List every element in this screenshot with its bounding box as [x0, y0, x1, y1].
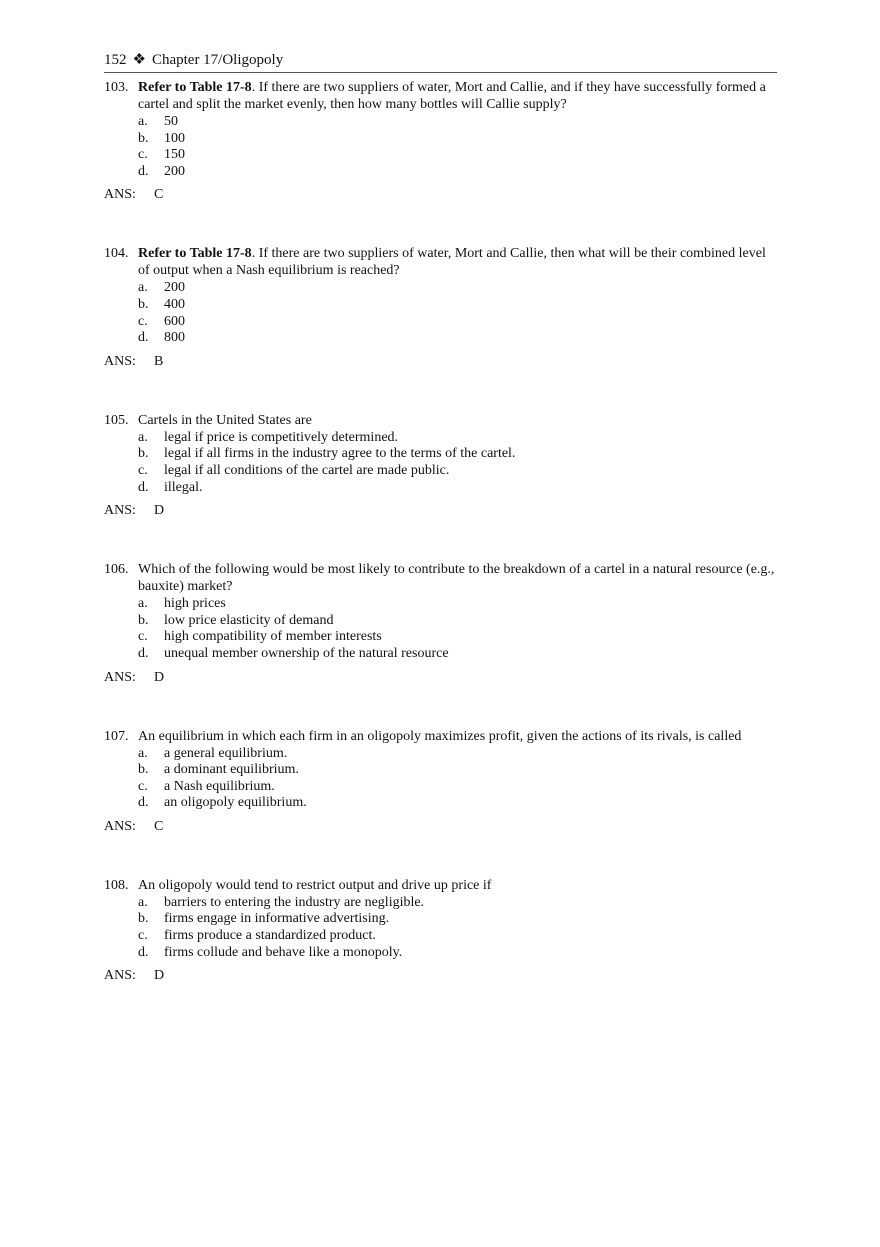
answer-line: ANS: C — [104, 187, 164, 203]
option-a: a. legal if price is competitively determined. — [138, 429, 399, 445]
option-list — [138, 746, 777, 812]
option-c: c. high compatibility of member interests — [138, 629, 382, 645]
question-stem: Which of the following would be most likely to contribute to the breakdown of a cartel in a natural resource (e.g., bauxite) market? — [138, 562, 775, 595]
option-d: d. 800 — [138, 330, 185, 346]
question-number: 105. — [104, 412, 129, 428]
option-d: d. unequal member ownership of the natural resource — [138, 645, 449, 661]
answer-value: B — [154, 353, 164, 369]
answer-value: D — [154, 968, 165, 984]
question-105 — [104, 412, 777, 519]
option-a: a. 200 — [138, 280, 185, 296]
question-text — [138, 245, 777, 279]
option-d: d. firms collude and behave like a monopoly. — [138, 944, 403, 960]
question-number: 107. — [104, 728, 129, 744]
option-list — [138, 114, 777, 180]
option-b: b. a dominant equilibrium. — [138, 762, 299, 778]
option-list — [138, 895, 777, 961]
question-text — [138, 561, 777, 595]
question-reference: Refer to Table 17-8 — [138, 80, 252, 95]
question-number: 103. — [104, 80, 129, 95]
question-stem: . If there are two suppliers of water, Mort and Callie, then what will be their combined level of output when a Nash equilibrium is reached? — [138, 246, 766, 279]
option-a: a. 50 — [138, 114, 178, 129]
answer-value: D — [154, 669, 165, 685]
option-b: b. 100 — [138, 130, 185, 146]
answer-line: ANS: C — [104, 818, 164, 834]
question-text — [138, 877, 777, 894]
question-103 — [104, 79, 777, 203]
option-b: b. 400 — [138, 296, 185, 312]
option-d: d. an oligopoly equilibrium. — [138, 795, 307, 811]
option-c: c. 150 — [138, 147, 185, 163]
option-list — [138, 430, 777, 496]
question-text — [138, 79, 777, 113]
question-107 — [104, 728, 777, 835]
option-b: b. firms engage in informative advertising. — [138, 911, 390, 927]
question-stem: An oligopoly would tend to restrict output and drive up price if — [138, 877, 492, 893]
answer-line: ANS: D — [104, 503, 165, 519]
option-a: a. a general equilibrium. — [138, 745, 288, 761]
answer-line: ANS: D — [104, 669, 165, 685]
answer-line: ANS: B — [104, 353, 164, 369]
option-d: d. illegal. — [138, 479, 203, 495]
question-text — [138, 412, 777, 429]
page-header — [104, 50, 777, 73]
question-108 — [104, 877, 777, 984]
answer-value: D — [154, 503, 165, 519]
answer-value: C — [154, 818, 164, 834]
document-page — [104, 50, 777, 984]
option-b: b. low price elasticity of demand — [138, 612, 334, 628]
question-list — [104, 79, 777, 984]
question-stem: An equilibrium in which each firm in an oligopoly maximizes profit, given the actions of its rivals, is called — [138, 728, 742, 744]
question-number: 106. — [104, 562, 129, 578]
option-list — [138, 596, 777, 662]
chapter-title: Chapter 17/Oligopoly — [151, 52, 284, 68]
option-a: a. high prices — [138, 596, 226, 612]
answer-value: C — [154, 187, 164, 203]
option-c: c. 600 — [138, 313, 185, 329]
question-106 — [104, 561, 777, 685]
question-104 — [104, 245, 777, 369]
option-b: b. legal if all firms in the industry agree to the terms of the cartel. — [138, 446, 516, 462]
answer-line: ANS: D — [104, 968, 165, 984]
question-stem: . If there are two suppliers of water, Mort and Callie, and if they have successfully formed a cartel and split the market evenly, then how many bottles will Callie supply? — [138, 80, 766, 112]
option-a: a. barriers to entering the industry are negligible. — [138, 894, 425, 910]
page-number: 152 — [104, 52, 127, 68]
question-number: 108. — [104, 877, 129, 893]
question-stem: Cartels in the United States are — [138, 412, 312, 428]
option-c: c. firms produce a standardized product. — [138, 928, 376, 944]
diamond-separator-icon: ❖ — [132, 52, 146, 68]
option-list — [138, 280, 777, 346]
option-d: d. 200 — [138, 163, 185, 179]
question-reference: Refer to Table 17-8 — [138, 246, 252, 262]
option-c: c. a Nash equilibrium. — [138, 778, 275, 794]
question-number: 104. — [104, 246, 129, 262]
option-c: c. legal if all conditions of the cartel are made public. — [138, 462, 450, 478]
question-text — [138, 728, 777, 745]
